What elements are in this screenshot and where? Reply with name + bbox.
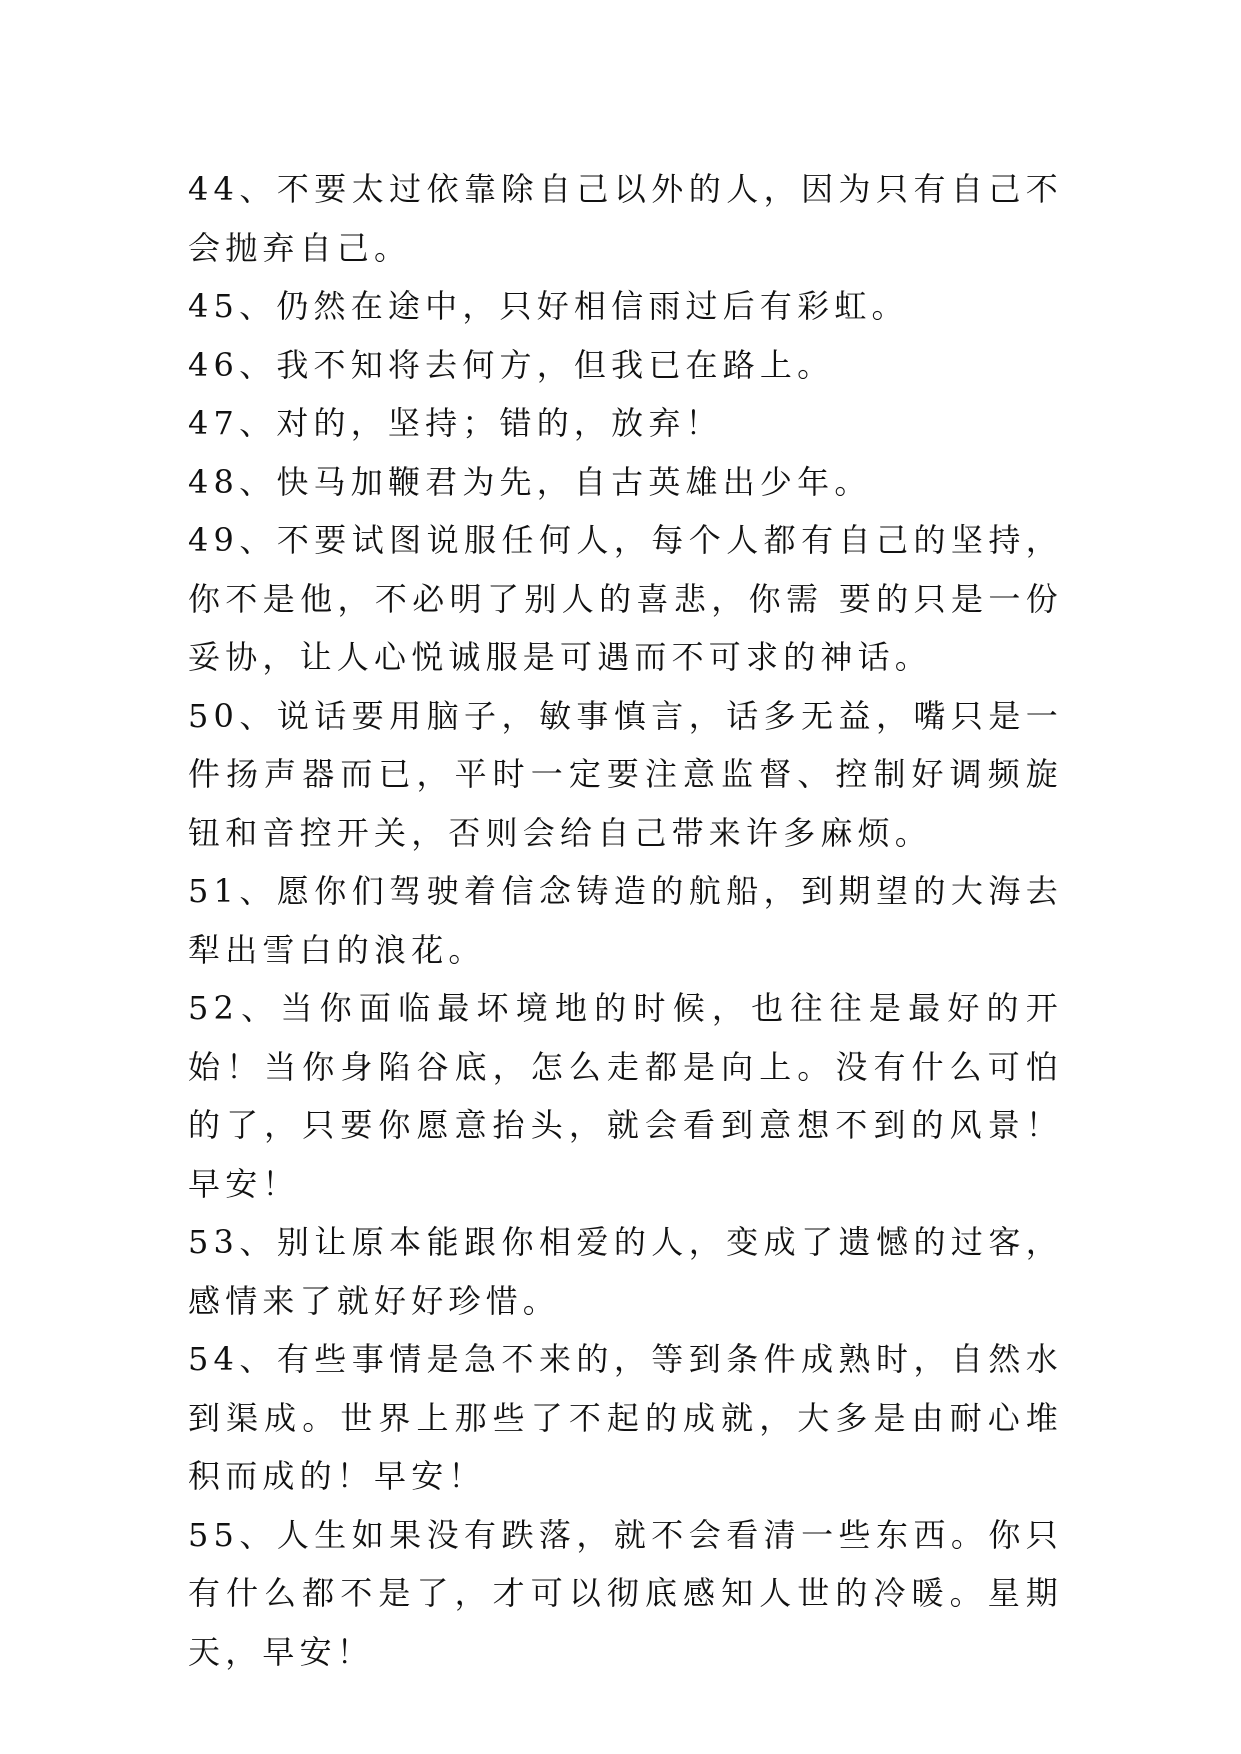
paragraph-48: 48、快马加鞭君为先，自古英雄出少年。: [188, 462, 872, 501]
paragraph-55: 55、人生如果没有跌落，就不会看清一些东西。你只有什么都不是了，才可以彻底感知人世的冷暖。星期天，早安！: [188, 1515, 1063, 1671]
paragraph-50: 50、说话要用脑子，敏事慎言，话多无益，嘴只是一件扬声器而已，平时一定要注意监督、控制好调频旋钮和音控开关，否则会给自己带来许多麻烦。: [188, 696, 1063, 852]
document-body: [188, 160, 1063, 1681]
paragraph-44: 44、不要太过依靠除自己以外的人，因为只有自己不会抛弃自己。: [188, 170, 1063, 267]
paragraph-47: 47、对的，坚持；错的，放弃！: [188, 404, 723, 442]
paragraph-49: 49、不要试图说服任何人，每个人都有自己的坚持，你不是他，不必明了别人的喜悲，你需 要的只是一份妥协，让人心悦诚服是可遇而不可求的神话。: [188, 521, 1063, 676]
paragraph-53: 53、别让原本能跟你相爱的人，变成了遗憾的过客，感情来了就好好珍惜。: [188, 1223, 1063, 1320]
paragraph-54: 54、有些事情是急不来的，等到条件成熟时，自然水到渠成。世界上那些了不起的成就，大多是由耐心堆积而成的！早安！: [188, 1340, 1063, 1495]
paragraph-45: 45、仍然在途中，只好相信雨过后有彩虹。: [188, 287, 909, 325]
paragraph-46: 46、我不知将去何方，但我已在路上。: [188, 345, 835, 384]
paragraph-51: 51、愿你们驾驶着信念铸造的航船，到期望的大海去犁出雪白的浪花。: [188, 872, 1063, 969]
paragraph-52: 52、当你面临最坏境地的时候，也往往是最好的开始！当你身陷谷底，怎么走都是向上。没有什么可怕的了，只要你愿意抬头，就会看到意想不到的风景！早安！: [188, 989, 1063, 1203]
